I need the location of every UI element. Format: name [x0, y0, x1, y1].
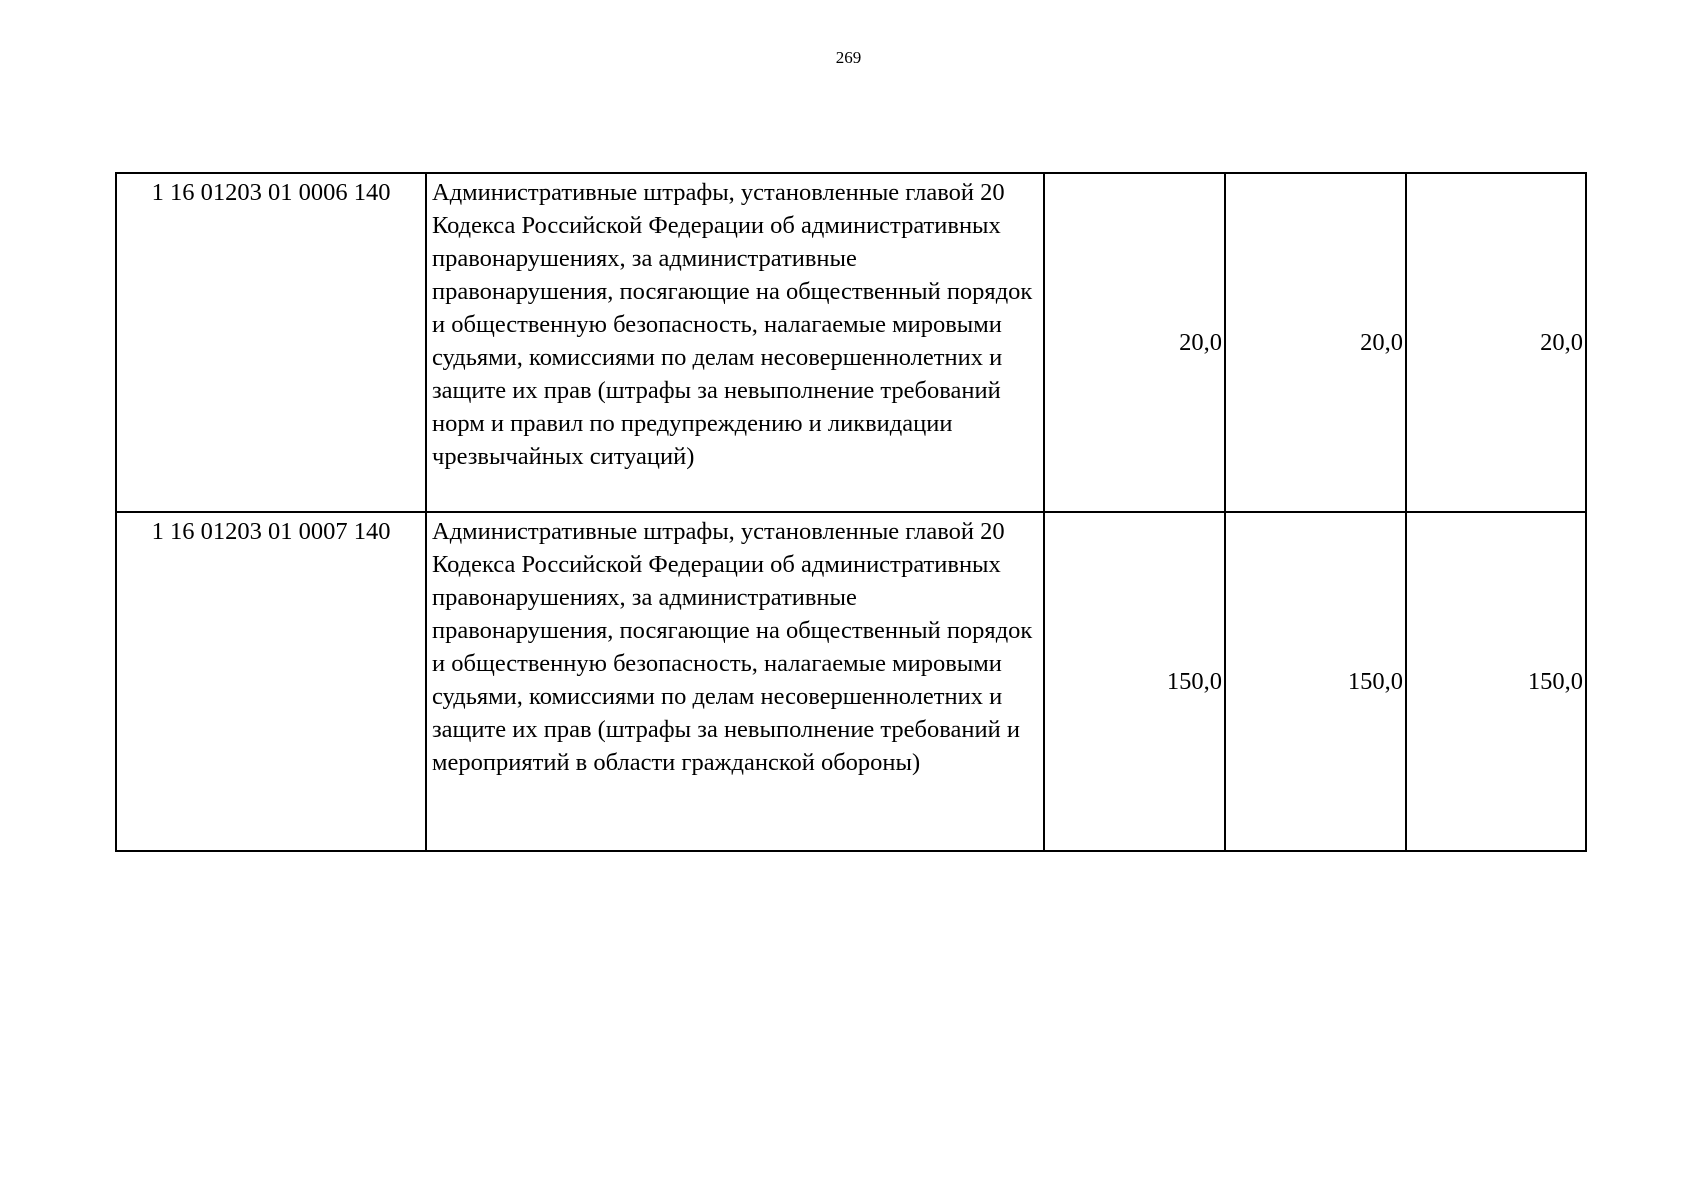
- value-cell-1: 20,0: [1044, 173, 1225, 512]
- value-cell-1: 150,0: [1044, 512, 1225, 851]
- budget-code-cell: 1 16 01203 01 0006 140: [116, 173, 426, 512]
- value-cell-3: 20,0: [1406, 173, 1586, 512]
- budget-table: [115, 172, 1587, 852]
- budget-code-cell: 1 16 01203 01 0007 140: [116, 512, 426, 851]
- description-cell: Административные штрафы, установленные главой 20 Кодекса Российской Федерации об административных правонарушениях, за административные правонарушения, посягающие на общественный порядок и общественную безопасность, налагаемые мировыми судьями, комиссиями по делам несовершеннолетних и защите их прав (штрафы за невыполнение требований и мероприятий в области гражданской обороны): [426, 512, 1044, 851]
- description-cell: Административные штрафы, установленные главой 20 Кодекса Российской Федерации об административных правонарушениях, за административные правонарушения, посягающие на общественный порядок и общественную безопасность, налагаемые мировыми судьями, комиссиями по делам несовершеннолетних и защите их прав (штрафы за невыполнение требований норм и правил по предупреждению и ликвидации чрезвычайных ситуаций): [426, 173, 1044, 512]
- value-cell-2: 150,0: [1225, 512, 1406, 851]
- value-cell-2: 20,0: [1225, 173, 1406, 512]
- table-row: [116, 173, 1586, 512]
- page-number: 269: [835, 48, 862, 67]
- value-cell-3: 150,0: [1406, 512, 1586, 851]
- table-row: [116, 512, 1586, 851]
